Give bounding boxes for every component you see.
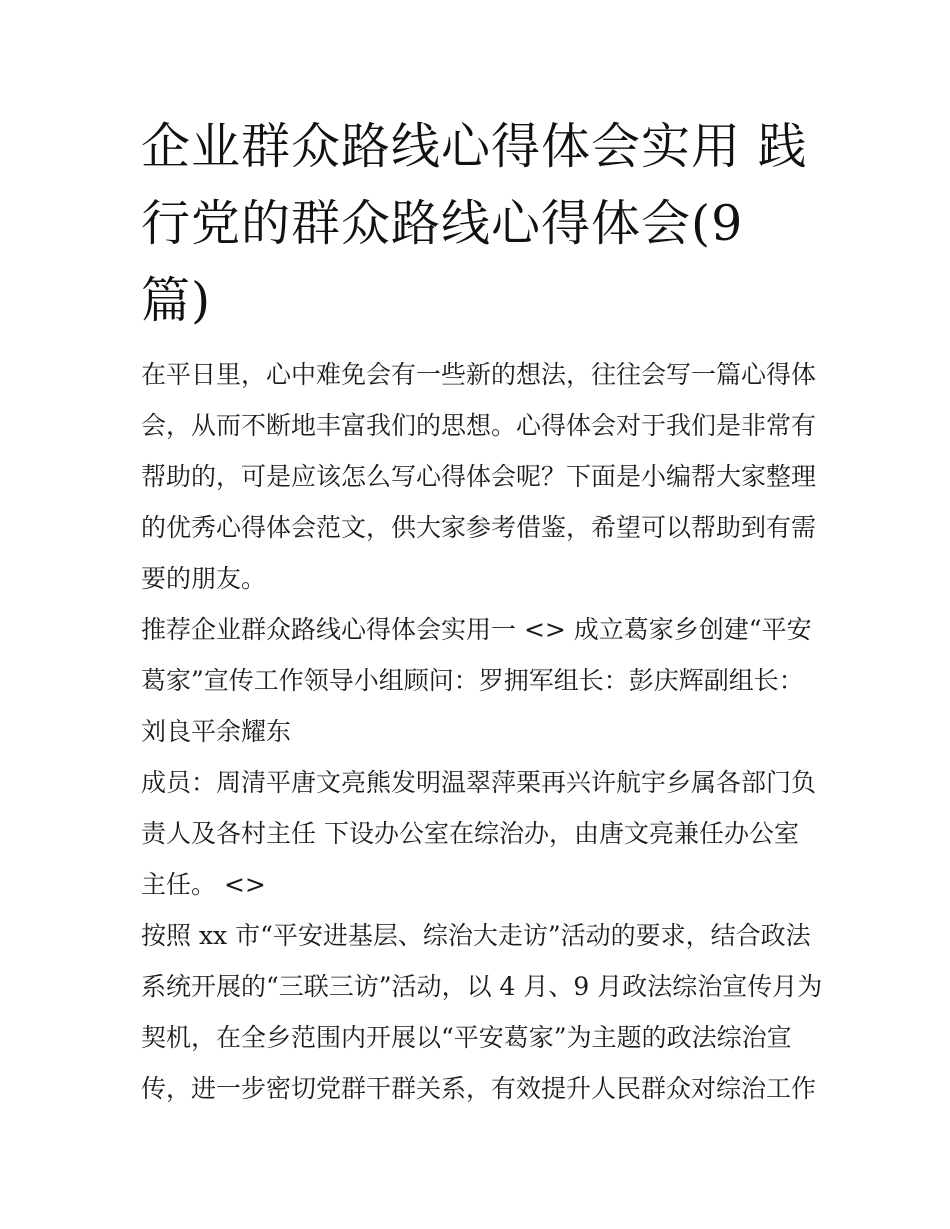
- text-line: 传，进一步密切党群干群关系，有效提升人民群众对综治工作: [141, 1074, 817, 1103]
- title-line: 企业群众路线心得体会实用 践: [141, 118, 808, 175]
- text-line: 推荐企业群众路线心得体会实用一 <> 成立葛家乡创建“平安: [141, 615, 812, 644]
- title-line: 行党的群众路线心得体会(9: [141, 195, 744, 252]
- text-line: 刘良平余耀东: [141, 717, 292, 746]
- leadership-group-paragraph: [141, 604, 813, 757]
- text-line: 责人及各村主任 下设办公室在综治办，由唐文亮兼任办公室: [141, 819, 799, 848]
- text-line: 成员：周清平唐文亮熊发明温翠萍栗再兴许航宇乡属各部门负: [141, 768, 817, 797]
- text-line: 按照 xx 市“平安进基层、综治大走访”活动的要求，结合政法: [141, 921, 811, 950]
- document-content: [141, 108, 823, 1114]
- text-line: 主任。 <>: [141, 870, 266, 899]
- text-line: 的优秀心得体会范文，供大家参考借鉴，希望可以帮助到有需: [141, 513, 817, 542]
- text-line: 帮助的，可是应该怎么写心得体会呢？下面是小编帮大家整理: [141, 462, 817, 491]
- text-line: 在平日里，心中难免会有一些新的想法，往往会写一篇心得体: [141, 360, 817, 389]
- activity-paragraph: [141, 910, 823, 1114]
- members-paragraph: [141, 757, 817, 910]
- document-body: [141, 349, 823, 1114]
- text-line: 系统开展的“三联三访”活动，以 4 月、9 月政法综治宣传月为: [141, 972, 823, 1001]
- document-title: [141, 108, 813, 339]
- title-line: 篇): [141, 272, 212, 329]
- intro-paragraph: [141, 349, 817, 604]
- text-line: 会，从而不断地丰富我们的思想。心得体会对于我们是非常有: [141, 411, 817, 440]
- text-line: 契机，在全乡范围内开展以“平安葛家”为主题的政法综治宣: [141, 1023, 792, 1052]
- text-line: 葛家”宣传工作领导小组顾问：罗拥军组长：彭庆辉副组长：: [141, 666, 804, 695]
- text-line: 要的朋友。: [141, 564, 267, 593]
